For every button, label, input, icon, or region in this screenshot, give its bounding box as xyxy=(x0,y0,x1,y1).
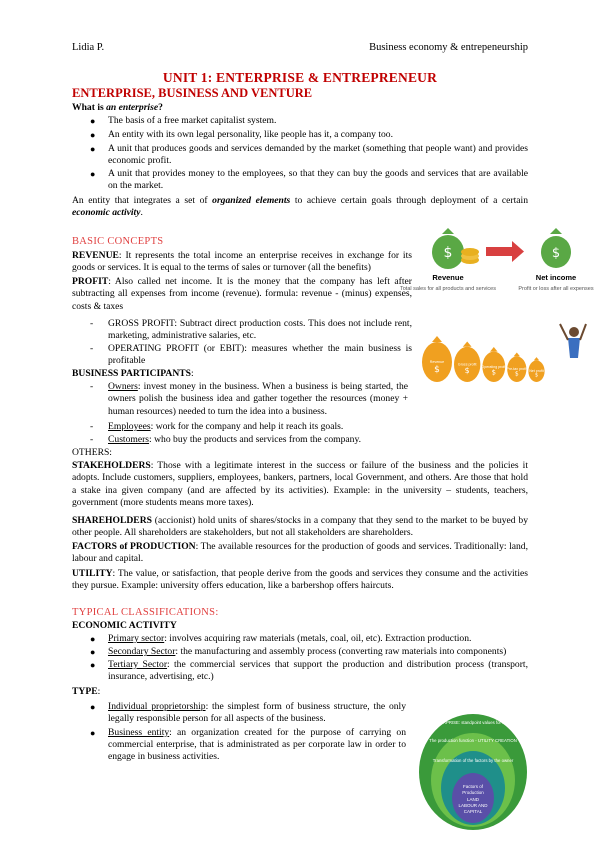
bullet-icon: ● xyxy=(90,130,96,140)
profit-bags-figure xyxy=(418,312,588,388)
section-heading-basic: BASIC CONCEPTS xyxy=(72,236,164,247)
bullet-icon: ● xyxy=(90,702,96,712)
bullet-icon: ● xyxy=(90,728,96,738)
shareholders-definition: SHAREHOLDERS (accionist) hold units of shares/stocks in a company that they send to the market to be buyed by other people. All shareholders are stakeholders, but not all stakeholders are shareholders. xyxy=(72,515,528,539)
svg-text:$: $ xyxy=(534,372,539,379)
sector-tertiary: Tertiary Sector: the commercial services that support the production and distribution process (transport, insurance, advertising, etc.) xyxy=(108,659,528,683)
type-business-entity: Business entity: an organization created for the purpose of carrying on commercial enterprise, that is administrated as per corporate law in order to engage in business activities. xyxy=(108,727,406,763)
bullet-icon: ● xyxy=(90,144,96,154)
stakeholders-definition: STAKEHOLDERS: Those with a legitimate interest in the success or failure of the business and the policies it adopts. Include customers, suppliers, employees, bankers, partners, local Government, and others. Are those that hold a stake ina given company (and are affected by its activities). Example: in the university – students, teachers, government (more students means more taxes). xyxy=(72,460,528,509)
unit-subtitle: ENTERPRISE, BUSINESS AND VENTURE xyxy=(72,86,313,100)
figure-net-desc: Profit or loss after all expenses xyxy=(518,286,594,292)
gross-profit-item: GROSS PROFIT: Subtract direct production costs. This does not include rent, marketing, administrative salaries, etc. xyxy=(108,318,412,342)
person-celebrating-icon xyxy=(560,324,586,358)
circle-ring2-label: The production function - UTILITY CREATION xyxy=(429,738,517,743)
money-bag-icon xyxy=(422,336,452,382)
svg-text:$: $ xyxy=(514,371,519,378)
svg-text:$: $ xyxy=(443,245,453,261)
enterprise-summary: An entity that integrates a set of organized elements to achieve certain goals through deployment of a certain economic activity. xyxy=(72,195,528,219)
bag-label: Gross profit xyxy=(457,362,477,367)
figure-revenue-title: Revenue xyxy=(432,273,464,282)
dash-marker: - xyxy=(90,434,94,445)
money-bag-icon xyxy=(481,347,506,382)
money-bag-icon xyxy=(454,342,480,382)
utility-definition: UTILITY: The value, or satisfaction, that people derive from the goods and services they consume and the activities they pursue. Example: university offers education, like a barbershop offers haircuts. xyxy=(72,568,528,592)
dash-marker: - xyxy=(90,318,94,329)
svg-text:$: $ xyxy=(551,246,561,261)
money-bag-icon xyxy=(528,357,544,382)
bag-label: Pre-tax profit xyxy=(506,367,528,372)
circle-outer-label: The ENTERPRISE: standpoint values for the owners xyxy=(422,720,524,725)
participants-heading: BUSINESS PARTICIPANTS: xyxy=(72,368,194,379)
participant-employees: Employees: work for the company and help it reach its goals. xyxy=(108,421,344,432)
bullet-icon: ● xyxy=(90,116,96,126)
what-is-question: What is an enterprise? xyxy=(72,102,163,113)
bullet-icon: ● xyxy=(90,660,96,670)
enterprise-bullet: A unit that provides money to the employees, so that they can buy the goods and services that are available on the market. xyxy=(108,168,528,192)
enterprise-bullet: An entity with its own legal personality, like people has it, a company too. xyxy=(108,129,394,140)
dash-marker: - xyxy=(90,343,94,354)
profit-definition: PROFIT: Also called net income. It is the money that the company has left after subtracting all expenses from income (revenue). formula: revenue - (minus) expenses, costs & taxes xyxy=(72,276,412,312)
dash-marker: - xyxy=(90,421,94,432)
bag-label: Operating profit xyxy=(481,364,507,369)
dash-marker: - xyxy=(90,381,94,392)
type-label: TYPE: xyxy=(72,686,101,697)
circle-ring3-label: Transformation of the factors by the owner xyxy=(432,758,514,763)
enterprise-bullet: The basis of a free market capitalist system. xyxy=(108,115,277,126)
bullet-icon: ● xyxy=(90,647,96,657)
participant-customers: Customers: who buy the products and services from the company. xyxy=(108,434,362,445)
revenue-netincome-figure xyxy=(400,222,594,308)
type-individual: Individual proprietorship: the simplest form of business structure, the only legally responsible person for all aspects of the business. xyxy=(108,701,406,725)
header-author: Lidia P. xyxy=(72,42,105,53)
circle-core-label: LABOUR AND xyxy=(458,803,488,808)
circle-core-label: LAND xyxy=(466,797,480,802)
bag-label: Revenue xyxy=(429,360,445,364)
figure-revenue-desc: Total sales for all products and services xyxy=(400,286,496,292)
figure-net-title: Net income xyxy=(535,273,577,282)
operating-profit-item: OPERATING PROFIT (or EBIT): measures whether the main business is profitable xyxy=(108,343,412,367)
unit-title: UNIT 1: ENTERPRISE & ENTREPRENEUR xyxy=(162,70,438,85)
circle-core-label: Production xyxy=(462,790,484,795)
svg-text:$: $ xyxy=(464,366,470,376)
circle-core-label: CAPITAL xyxy=(463,809,483,814)
svg-text:$: $ xyxy=(491,368,496,377)
money-bag-icon xyxy=(507,353,528,382)
section-heading-typical: TYPICAL CLASSIFICATIONS: xyxy=(72,607,219,618)
bullet-icon: ● xyxy=(90,634,96,644)
bullet-icon: ● xyxy=(90,169,96,179)
revenue-definition: REVENUE: It represents the total income an enterprise receives in exchange for its goods or services. It is equal to the terms of sales or turnover (all the benefits) xyxy=(72,250,412,274)
sector-secondary: Secondary Sector: the manufacturing and assembly process (converting raw materials into components) xyxy=(108,646,507,657)
circle-core-label: Factors of xyxy=(462,784,484,789)
header-course: Business economy & entrepeneurship xyxy=(369,42,528,53)
enterprise-circles-figure xyxy=(418,708,528,832)
sector-primary: Primary sector: involves acquiring raw materials (metals, coal, oil, etc). Extraction production. xyxy=(108,633,472,644)
others-label: OTHERS: xyxy=(72,447,112,458)
economic-activity-label: ECONOMIC ACTIVITY xyxy=(72,620,177,631)
bag-label: Net profit xyxy=(529,369,544,374)
coin-stack-icon xyxy=(461,248,479,264)
participant-owners: Owners: invest money in the business. When a business is being started, the owners polish the business idea and gather together the resources (money + human resources) needed to turn the idea into a business. xyxy=(108,381,408,417)
factors-definition: FACTORS of PRODUCTION: The available resources for the production of goods and services. Traditionally: land, labour and capital. xyxy=(72,541,528,565)
svg-text:$: $ xyxy=(434,365,440,375)
enterprise-bullet: A unit that produces goods and services demanded by the market (something that people want) and provides economic profit. xyxy=(108,143,528,167)
